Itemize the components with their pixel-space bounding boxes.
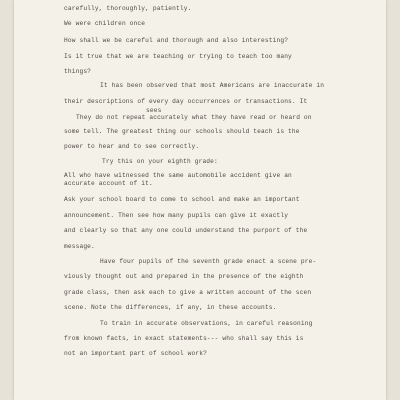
text-line: not an important part of school work? <box>64 350 207 357</box>
text-line: grade class, then ask each to give a written account of the scen <box>64 289 312 296</box>
text-line: It has been observed that most Americans are inaccurate in <box>100 82 325 89</box>
text-line: from known facts, in exact statements--- who shall say this is <box>64 335 304 342</box>
text-line: carefully, thoroughly, patiently. <box>64 5 192 12</box>
text-line: viously thought out and prepared in the presence of the eighth <box>64 273 304 280</box>
text-line: To train in accurate observations, in careful reasoning <box>100 320 313 327</box>
text-line: power to hear and to see correctly. <box>64 143 200 150</box>
text-line: and clearly so that any one could understand the purport of the <box>64 227 308 234</box>
text-line: things? <box>64 68 92 75</box>
text-line: some tell. The greatest thing our schools should teach is the <box>64 128 300 135</box>
text-line: message. <box>64 243 95 250</box>
typed-page <box>14 0 386 400</box>
text-line: Try this on your eighth grade: <box>102 158 218 165</box>
text-line: announcement. Then see how many pupils can give it exactly <box>64 212 289 219</box>
text-line: How shall we be careful and thorough and also interesting? <box>64 37 289 44</box>
text-line: All who have witnessed the same automobile accident give an <box>64 172 292 179</box>
text-line: Have four pupils of the seventh grade enact a scene pre- <box>100 258 317 265</box>
text-line: accurate account of it. <box>64 180 153 187</box>
text-line: scene. Note the differences, if any, in these accounts. <box>64 304 277 311</box>
text-line: Is it true that we are teaching or trying to teach too many <box>64 53 292 60</box>
text-line: They do not repeat accurately what they have read or heard on <box>76 114 312 121</box>
text-line: We were children once <box>64 20 146 27</box>
interlinear-correction: sees <box>146 107 162 114</box>
text-line: their descriptions of every day occurrences or transactions. It <box>64 98 308 105</box>
text-line: Ask your school board to come to school and make an important <box>64 196 300 203</box>
